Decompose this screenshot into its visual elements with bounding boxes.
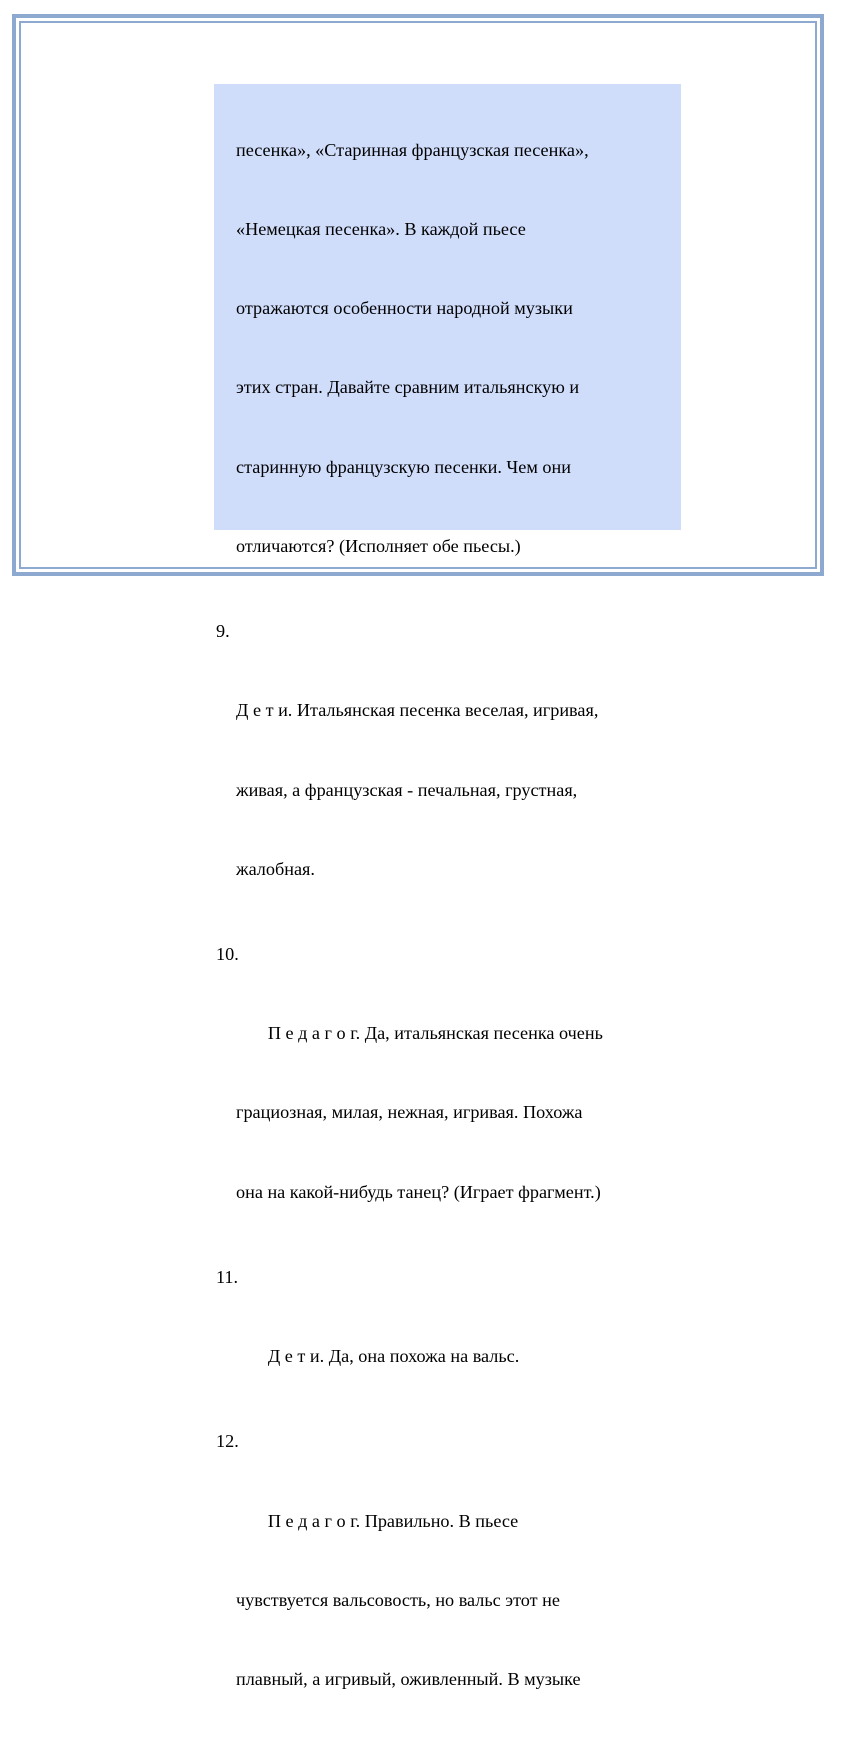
list-item-10 bbox=[214, 941, 681, 1258]
text-line: плавный, а игривый, оживленный. В музыке bbox=[236, 1668, 581, 1689]
text-line: этих стран. Давайте сравним итальянскую и bbox=[236, 377, 580, 398]
list-item-9 bbox=[214, 618, 681, 935]
text-line: чувствуется вальсовость, но вальс этот не bbox=[236, 1589, 560, 1610]
text-line: П е д а г о г. Да, итальянская песенка очень bbox=[236, 1023, 603, 1044]
list-item-12 bbox=[214, 1428, 681, 1745]
item-number: 9. bbox=[216, 621, 230, 642]
text-line: отличаются? (Исполняет обе пьесы.) bbox=[236, 535, 521, 556]
lesson-text-block bbox=[214, 84, 681, 1689]
item-number: 12. bbox=[216, 1431, 239, 1452]
text-line: Д е т и. Да, она похожа на вальс. bbox=[236, 1346, 520, 1367]
item-number: 11. bbox=[216, 1266, 239, 1287]
text-line: песенка», «Старинная французская песенка», bbox=[236, 139, 589, 160]
text-line: старинную французскую песенки. Чем они bbox=[236, 456, 571, 477]
intro-paragraph bbox=[214, 84, 681, 612]
text-line: «Немецкая песенка». В каждой пьесе bbox=[236, 219, 526, 240]
text-line: Д е т и. Итальянская песенка веселая, игривая, bbox=[236, 700, 599, 721]
list-item-11 bbox=[214, 1264, 681, 1422]
item-number: 10. bbox=[216, 944, 239, 964]
text-line: она на какой-нибудь танец? (Играет фрагмент.) bbox=[236, 1181, 601, 1202]
text-line: живая, а французская - печальная, грустная, bbox=[236, 779, 578, 800]
text-line: жалобная. bbox=[236, 858, 315, 879]
text-line: П е д а г о г. Правильно. В пьесе bbox=[236, 1510, 519, 1531]
text-line: грациозная, милая, нежная, игривая. Похожа bbox=[236, 1102, 583, 1123]
text-line: отражаются особенности народной музыки bbox=[236, 298, 573, 319]
